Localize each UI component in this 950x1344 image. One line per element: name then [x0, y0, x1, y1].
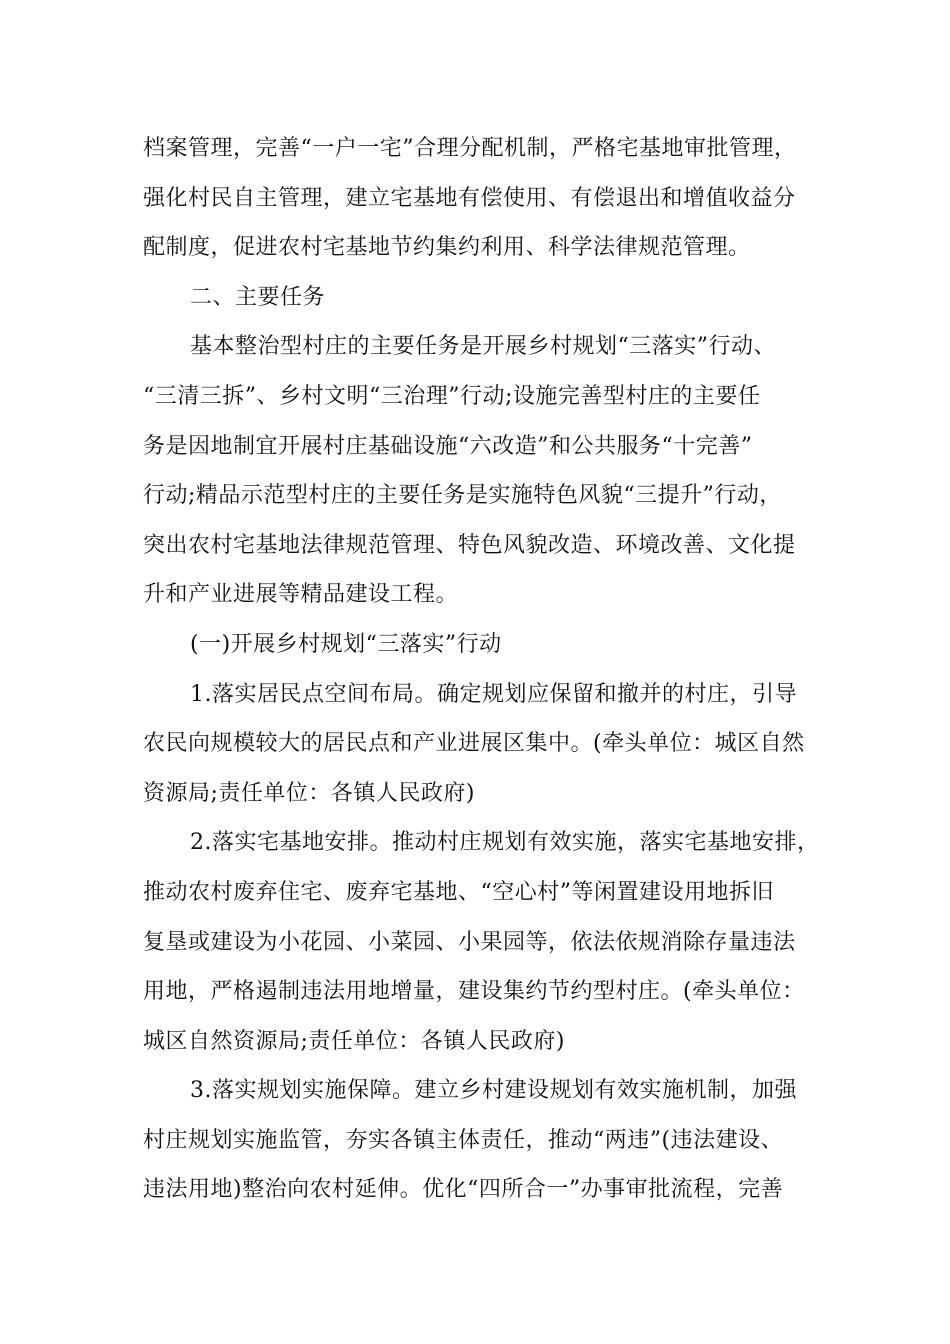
- text-line: 档案管理，完善“一户一宅”合理分配机制，严格宅基地审批管理，: [143, 136, 797, 161]
- text-line: 2.落实宅基地安排。推动村庄规划有效实施，落实宅基地安排，: [190, 830, 820, 856]
- subsection-heading: (一)开展乡村规划“三落实”行动: [190, 631, 502, 657]
- text-line: 基本整治型村庄的主要任务是开展乡村规划“三落实”行动、: [190, 334, 776, 360]
- text-line: 突出农村宅基地法律规范管理、特色风貌改造、环境改善、文化提: [143, 532, 796, 558]
- text-line: 用地，严格遏制违法用地增量，建设集约节约型村庄。(牵头单位：: [143, 979, 805, 1005]
- text-line: 村庄规划实施监管，夯实各镇主体责任，推动“两违”(违法建设、: [143, 1127, 784, 1153]
- text-line: 强化村民自主管理，建立宅基地有偿使用、有偿退出和增值收益分: [143, 185, 796, 211]
- text-line: 农民向规模较大的居民点和产业进展区集中。(牵头单位：城区自然: [143, 731, 805, 757]
- text-line: 推动农村废弃住宅、废弃宅基地、“空心村”等闲置建设用地拆旧: [143, 879, 774, 905]
- text-line: 违法用地)整治向农村延伸。优化“四所合一”办事审批流程，完善: [143, 1177, 784, 1203]
- text-line: 3.落实规划实施保障。建立乡村建设规划有效实施机制，加强: [190, 1078, 797, 1104]
- document-body: [143, 124, 820, 1215]
- text-line: 资源局;责任单位：各镇人民政府): [143, 780, 475, 806]
- text-line: 务是因地制宜开展村庄基础设施“六改造”和公共服务“十完善”: [143, 433, 753, 459]
- text-line: 复垦或建设为小花园、小菜园、小果园等，依法依规消除存量违法: [143, 929, 796, 955]
- section-heading: 二、主要任务: [190, 284, 326, 310]
- text-line: 1.落实居民点空间布局。确定规划应保留和撤并的村庄，引导: [190, 681, 797, 707]
- text-line: “三清三拆”、乡村文明“三治理”行动;设施完善型村庄的主要任: [143, 383, 761, 409]
- text-line: 配制度，促进农村宅基地节约集约利用、科学法律规范管理。: [143, 235, 751, 261]
- text-line: 城区自然资源局;责任单位：各镇人民政府): [143, 1028, 565, 1054]
- text-line: 行动;精品示范型村庄的主要任务是实施特色风貌“三提升”行动，: [143, 483, 782, 509]
- text-line: 升和产业进展等精品建设工程。: [143, 582, 459, 608]
